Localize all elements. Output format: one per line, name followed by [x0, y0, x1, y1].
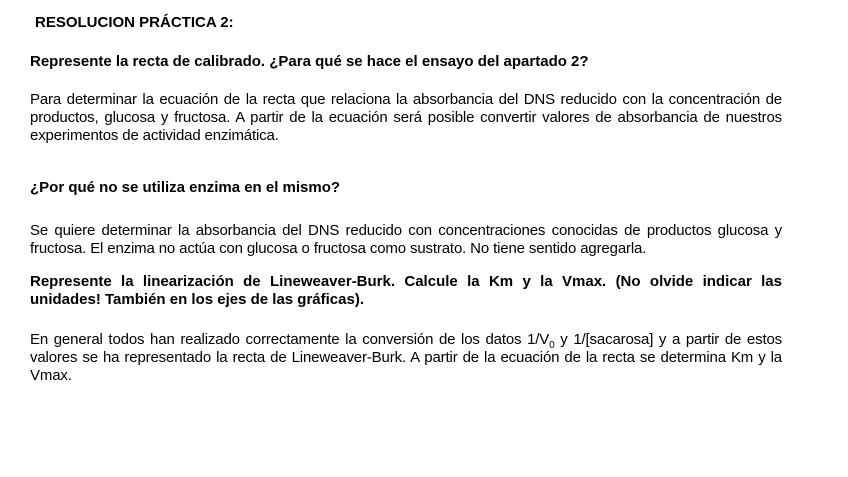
answer-enzyme: Se quiere determinar la absorbancia del DNS reducido con concentraciones conocidas de productos glucosa y fructosa. El enzima no actúa con glucosa o fructosa como sustrato. No tiene sentido agregarla.	[30, 222, 782, 257]
page-title: RESOLUCION PRÁCTICA 2:	[35, 14, 234, 31]
v0-subscript: 0	[549, 340, 555, 351]
question-calibration: Represente la recta de calibrado. ¿Para qué se hace el ensayo del apartado 2?	[30, 53, 589, 70]
answer-text-part2: y 1/[sacarosa] y a partir de estos valores se ha representado la recta de Lineweaver-Burk. A partir de la ecuación de la recta se determina Km y la Vmax.	[30, 331, 783, 384]
question-enzyme: ¿Por qué no se utiliza enzima en el mismo?	[30, 179, 341, 196]
answer-lineweaver-burk	[30, 331, 782, 385]
answer-calibration: Para determinar la ecuación de la recta que relaciona la absorbancia del DNS reducido con la concentración de productos, glucosa y fructosa. A partir de la ecuación será posible convertir valores de absorbancia de nuestros experimentos de actividad enzimática.	[30, 91, 782, 144]
answer-text-part1: En general todos han realizado correctamente la conversión de los datos 1/V	[30, 331, 550, 348]
question-lineweaver-burk: Represente la linearización de Lineweaver-Burk. Calcule la Km y la Vmax. (No olvide indicar las unidades! También en los ejes de las gráficas).	[30, 273, 782, 308]
